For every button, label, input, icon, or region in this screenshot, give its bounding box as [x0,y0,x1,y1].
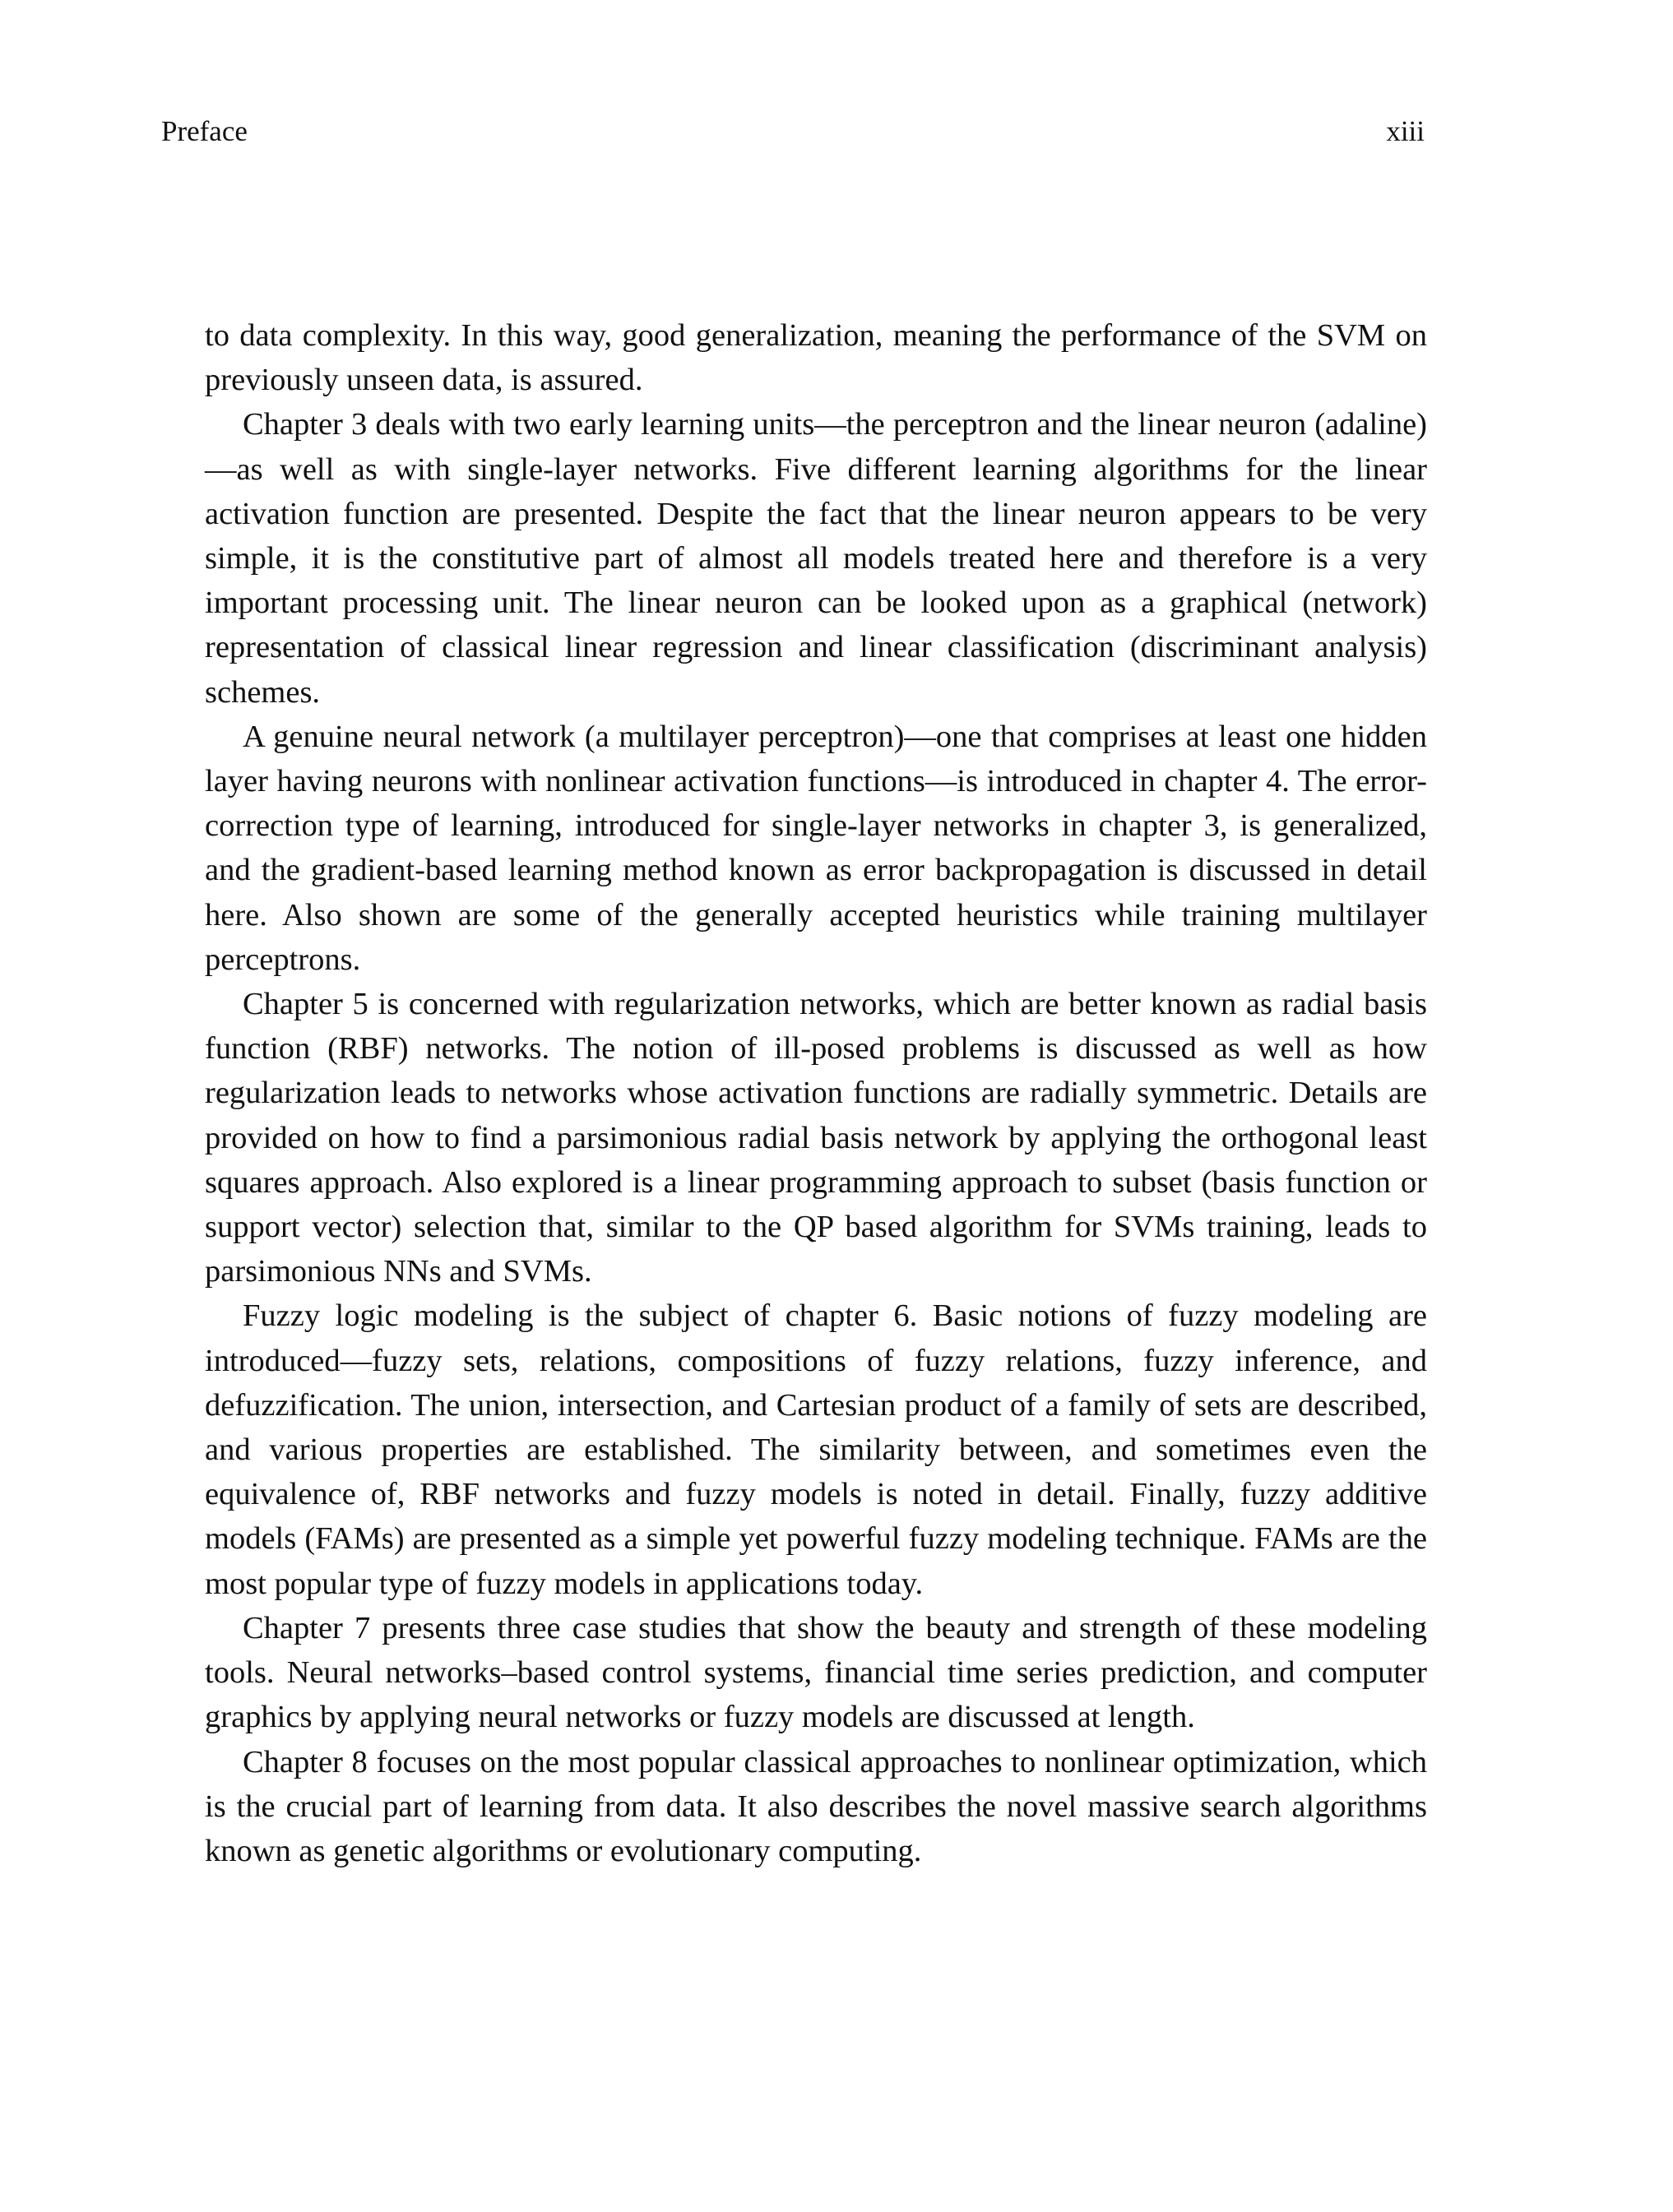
paragraph-chapter-8: Chapter 8 focuses on the most popular classical approaches to nonlinear optimization, which is the crucial part of learning from data. It also describes the novel massive search algorithms known as genetic algorithms or evolutionary computing. [205,1744,1427,1868]
running-head [161,111,1425,152]
page-number: xiii [1386,115,1425,147]
paragraph-chapter-4: A genuine neural network (a multilayer perceptron)—one that comprises at least one hidden layer having neurons with nonlinear activation functions—is introduced in chapter 4. The error-correction type of learning, introduced for single-layer networks in chapter 3, is generalized, and the gradient-based learning method known as error backpropagation is discussed in detail here. Also shown are some of the generally accepted heuristics while training multilayer perceptrons. [205,719,1427,977]
running-head-title: Preface [161,115,248,147]
body-text [205,313,1427,1873]
paragraph-continued: to data complexity. In this way, good generalization, meaning the performance of the SVM on previously unseen data, is assured. [205,318,1427,398]
paragraph-chapter-7: Chapter 7 presents three case studies that show the beauty and strength of these modeling tools. Neural networks–based control systems, financial time series prediction, and computer graphics by applying neural networks or fuzzy models are discussed at length. [205,1610,1427,1735]
paragraph-chapter-5: Chapter 5 is concerned with regularization networks, which are better known as radial basis function (RBF) networks. The notion of ill-posed problems is discussed as well as how regularization leads to networks whose activation functions are radially symmetric. Details are provided on how to find a parsimonious radial basis network by applying the orthogonal least squares approach. Also explored is a linear programming approach to subset (basis function or support vector) selection that, similar to the QP based algorithm for SVMs training, leads to parsimonious NNs and SVMs. [205,987,1427,1289]
paragraph-chapter-3: Chapter 3 deals with two early learning units—the perceptron and the linear neuron (adaline)—as well as with single-layer networks. Five different learning algorithms for the linear activation function are presented. Despite the fact that the linear neuron appears to be very simple, it is the constitutive part of almost all models treated here and therefore is a very important processing unit. The linear neuron can be looked upon as a graphical (network) representation of classical linear regression and linear classification (discriminant analysis) schemes. [205,407,1427,710]
paragraph-chapter-6: Fuzzy logic modeling is the subject of chapter 6. Basic notions of fuzzy modeling are introduced—fuzzy sets, relations, compositions of fuzzy relations, fuzzy inference, and defuzzification. The union, intersection, and Cartesian product of a family of sets are described, and various properties are established. The similarity between, and sometimes even the equivalence of, RBF networks and fuzzy models is noted in detail. Finally, fuzzy additive models (FAMs) are presented as a simple yet powerful fuzzy modeling technique. FAMs are the most popular type of fuzzy models in applications today. [205,1298,1427,1601]
